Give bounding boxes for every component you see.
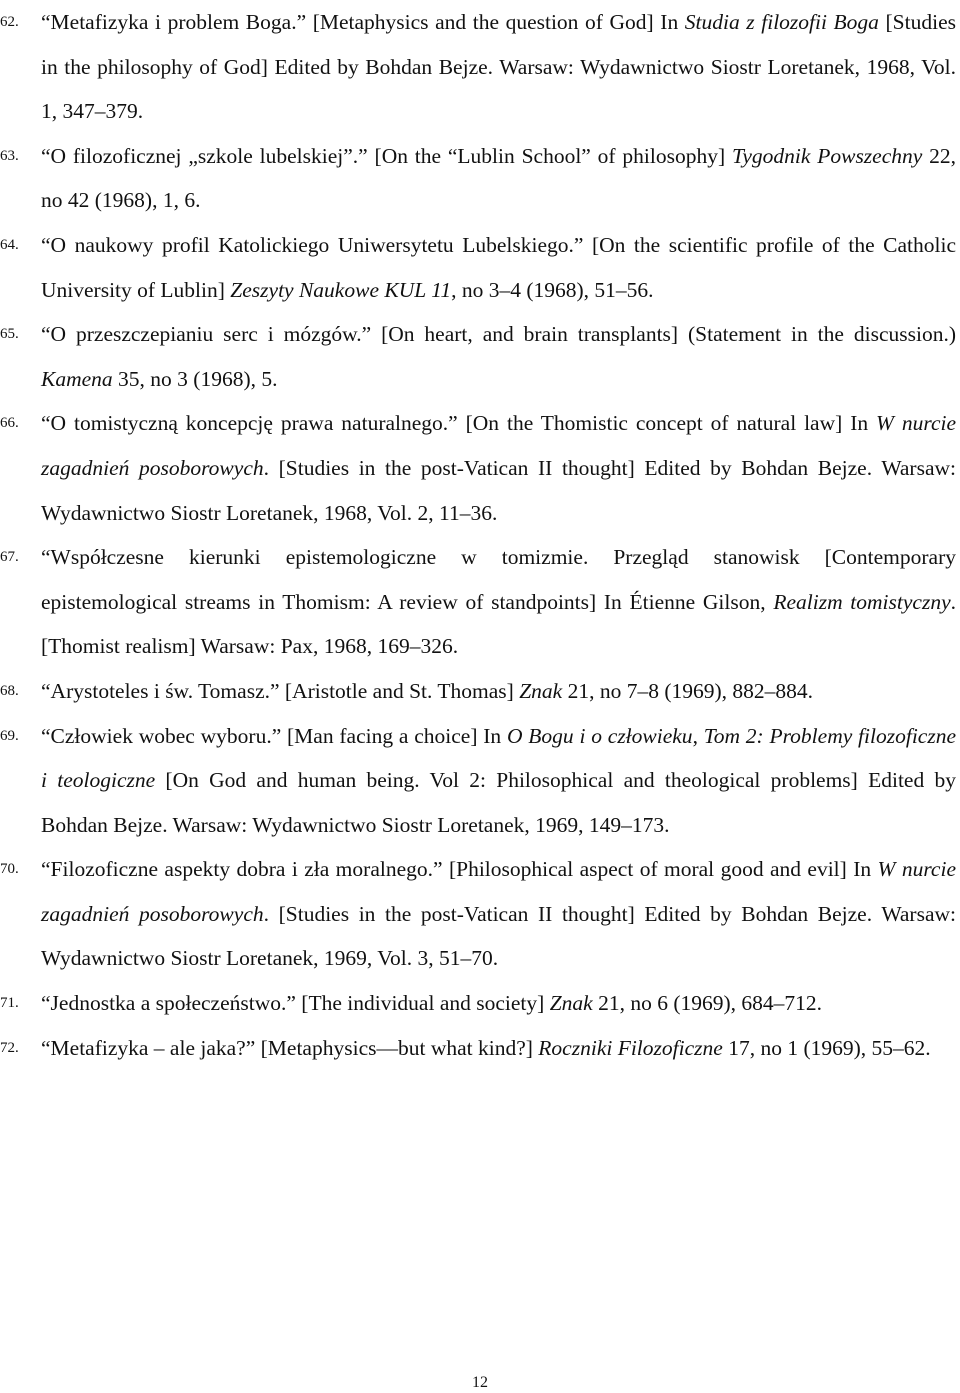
entry-number: 69.	[0, 727, 19, 744]
entry-text: “O przeszczepianiu serc i mózgów.” [On heart, and brain transplants] (Statement in the discussion.)	[41, 322, 956, 347]
entry-text: 21, no 7–8 (1969), 882–884.	[562, 678, 814, 703]
entry-text: “Jednostka a społeczeństwo.” [The individual and society]	[41, 991, 550, 1016]
entry-number: 62.	[0, 14, 19, 30]
entry-text: “Współczesne kierunki epistemologiczne w tomizmie. Przegląd stanowisk [Contemporary epistemological streams in Thomism: A review of standpoints] In Étienne Gilson,	[41, 545, 956, 614]
entry-text: ,	[692, 723, 704, 748]
entry-title-italic: W nurcie zagadnień posoborowych	[41, 857, 956, 926]
entry-text: . [Studies in the post-Vatican II thought] Edited by Bohdan Bejze. Warsaw: Wydawnictwo Siostr Loretanek, 1968, Vol. 2, 11–36.	[41, 455, 956, 525]
entry-text: 22, no 42 (1968), 1, 6.	[41, 143, 957, 213]
bibliography-entry	[0, 847, 960, 981]
entry-number: 66.	[0, 415, 19, 432]
entry-title-italic: Znak	[549, 991, 593, 1016]
entry-title-italic: W nurcie zagadnień posoborowych	[41, 411, 957, 480]
entry-title-italic: Tygodnik Powszechny	[731, 143, 923, 168]
bibliography-entry	[0, 223, 960, 312]
entry-number: 71.	[0, 995, 19, 1012]
entry-number: 70.	[0, 861, 19, 878]
entry-number: 67.	[0, 549, 19, 566]
bibliography-entry	[0, 312, 960, 401]
entry-text: 17, no 1 (1969), 55–62.	[722, 1035, 931, 1060]
entry-number: 68.	[0, 682, 19, 699]
bibliography-entry	[0, 134, 960, 223]
entry-title-italic: Studia z filozofii Boga	[684, 10, 879, 34]
bibliography-entry	[0, 1026, 960, 1071]
bibliography-entry	[0, 0, 960, 134]
entry-number: 64.	[0, 236, 19, 253]
bibliography-entry	[0, 401, 960, 535]
entry-title-italic: Znak	[519, 678, 563, 703]
entry-title-italic: Kamena	[41, 366, 113, 391]
entry-text: “O tomistyczną koncepcję prawa naturalnego.” [On the Thomistic concept of natural law] In	[41, 411, 877, 436]
entry-text: “Człowiek wobec wyboru.” [Man facing a choice] In	[41, 723, 507, 748]
entry-title-italic: O Bogu i o człowieku	[506, 723, 693, 748]
entry-title-italic: Tom 2: Problemy filozoficzne i teologiczne	[41, 723, 956, 793]
entry-text: . [Thomist realism] Warsaw: Pax, 1968, 169–326.	[41, 589, 956, 659]
entry-text: [Studies in the philosophy of God] Edited by Bohdan Bejze. Warsaw: Wydawnictwo Siostr Loretanek, 1968, Vol. 1, 347–379.	[41, 10, 956, 124]
page-number: 12	[472, 1374, 488, 1391]
entry-number: 63.	[0, 147, 19, 164]
entry-text: “Filozoficzne aspekty dobra i zła moralnego.” [Philosophical aspect of moral good and evil] In	[41, 857, 878, 882]
entry-text: “Metafizyka – ale jaka?” [Metaphysics—but what kind?]	[41, 1035, 539, 1060]
entry-text: 35, no 3 (1968), 5.	[112, 366, 278, 391]
entry-number: 65.	[0, 326, 19, 343]
entry-number: 72.	[0, 1039, 19, 1056]
entry-text: 21, no 6 (1969), 684–712.	[592, 991, 823, 1016]
entry-title-italic: Realizm tomistyczny	[773, 589, 951, 614]
bibliography-entry	[0, 714, 960, 848]
bibliography-entry	[0, 669, 960, 714]
entry-title-italic: Zeszyty Naukowe KUL 11	[230, 277, 452, 302]
entry-text: “O naukowy profil Katolickiego Uniwersytetu Lubelskiego.” [On the scientific profile of the Catholic University of Lublin]	[41, 232, 956, 302]
entry-text: “Metafizyka i problem Boga.” [Metaphysics and the question of God] In	[41, 10, 685, 34]
entry-text: “Arystoteles i św. Tomasz.” [Aristotle and St. Thomas]	[41, 678, 520, 703]
entry-text: [On God and human being. Vol 2: Philosophical and theological problems] Edited by Bohdan Bejze. Warsaw: Wydawnictwo Siostr Loretanek, 1969, 149–173.	[41, 768, 956, 837]
entry-title-italic: Roczniki Filozoficzne	[538, 1035, 723, 1060]
bibliography-entry	[0, 981, 960, 1026]
entry-text: . [Studies in the post-Vatican II thought] Edited by Bohdan Bejze. Warsaw: Wydawnictwo Siostr Loretanek, 1969, Vol. 3, 51–70.	[41, 901, 956, 971]
entry-text: “O filozoficznej „szkole lubelskiej”.” [On the “Lublin School” of philosophy]	[41, 143, 732, 168]
entry-text: , no 3–4 (1968), 51–56.	[451, 277, 654, 302]
bibliography-entry	[0, 535, 960, 669]
